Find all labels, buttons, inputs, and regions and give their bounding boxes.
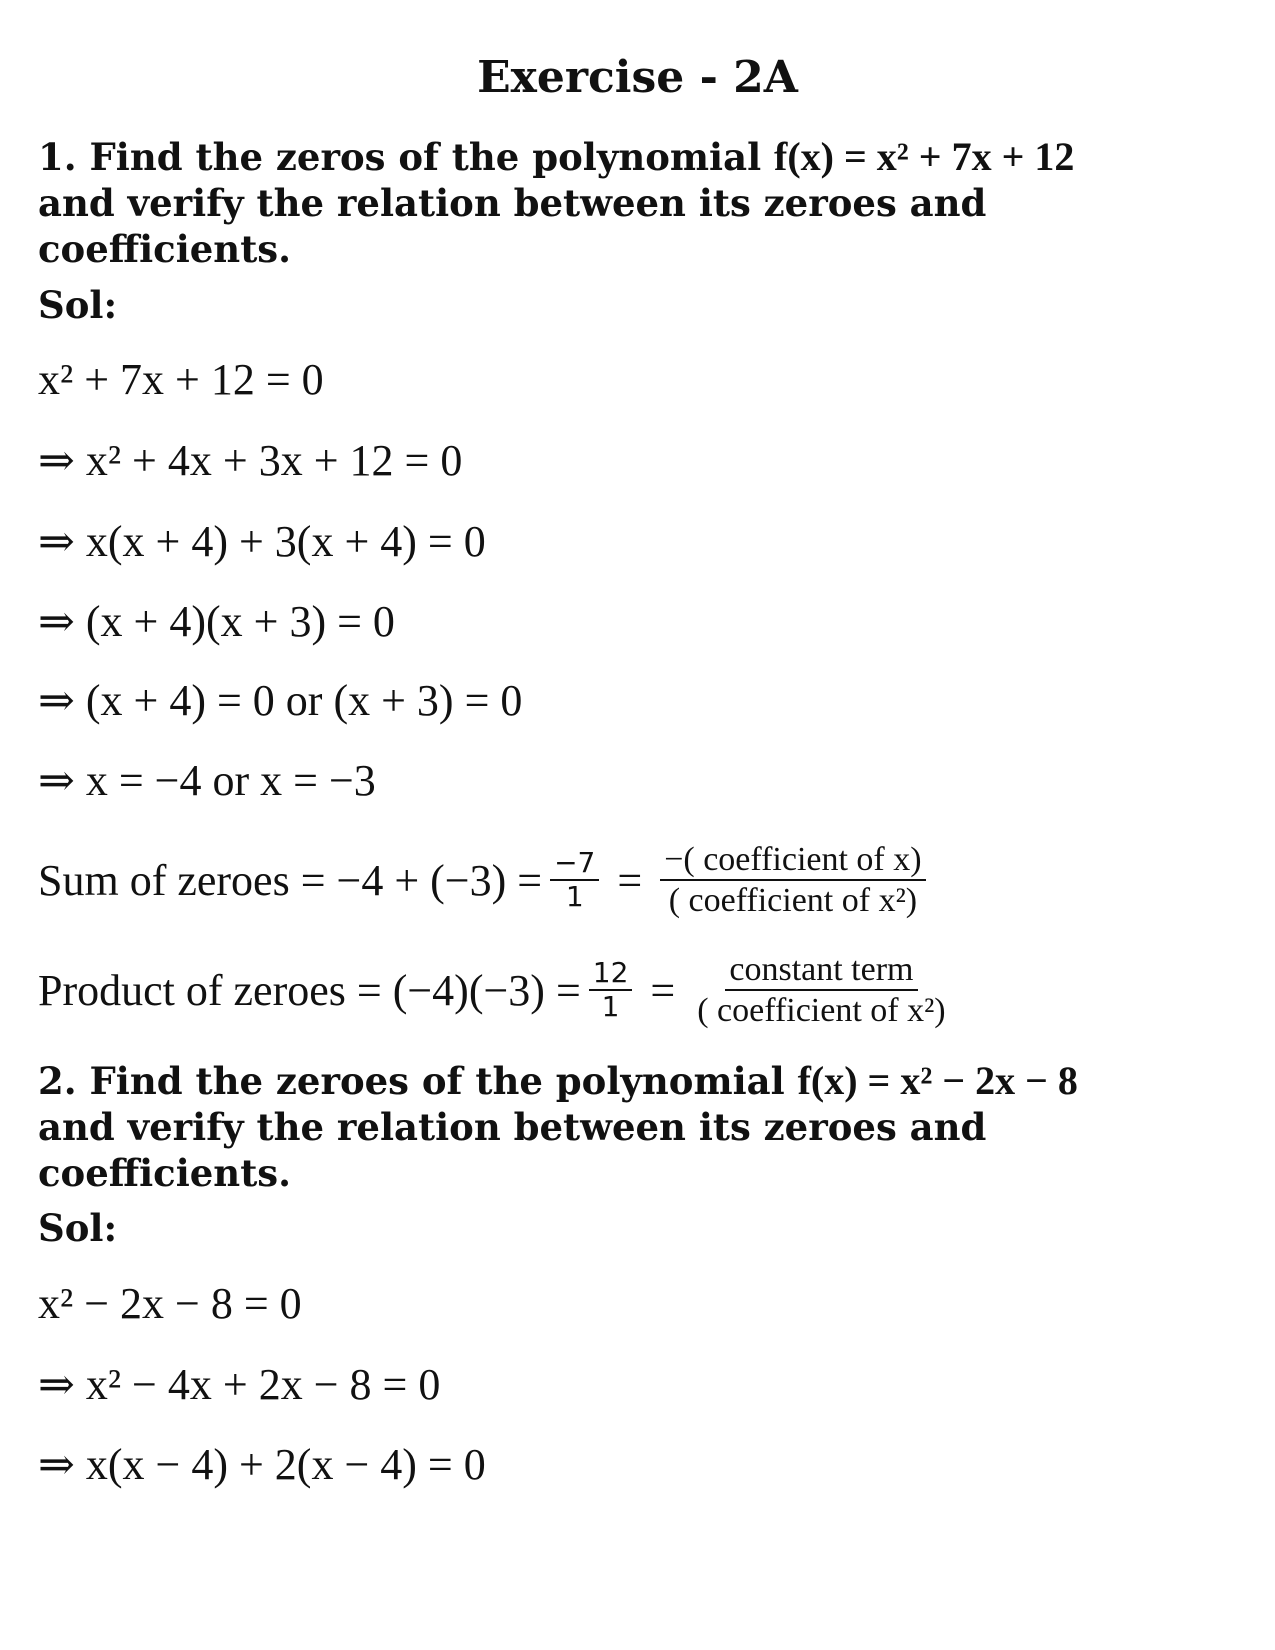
page-title: Exercise - 2A	[477, 52, 798, 103]
solution-2-label: Sol:	[38, 1206, 118, 1250]
product-of-zeroes-label: Product of zeroes = (−4)(−3) =	[38, 965, 581, 1015]
sum-fraction	[550, 847, 599, 913]
product-fraction-denominator: 1	[601, 990, 620, 1023]
solution-1-step-3: ⇒ x(x + 4) + 3(x + 4) = 0	[38, 517, 486, 566]
product-coefficient-denominator: ( coefficient of x²)	[697, 992, 946, 1029]
sum-fraction-denominator: 1	[565, 880, 584, 913]
solution-2-step-2: ⇒ x² − 4x + 2x − 8 = 0	[38, 1360, 441, 1409]
sum-coefficient-denominator: ( coefficient of x²)	[668, 882, 918, 919]
sum-fraction-numerator: −7	[550, 847, 599, 881]
question-2	[38, 1058, 1238, 1196]
product-coefficient-fraction	[693, 950, 949, 1030]
sum-of-zeroes-relation	[38, 830, 934, 930]
question-2-text: 2. Find the zeroes of the polynomial	[38, 1059, 798, 1103]
question-1-polynomial: f(x) = x² + 7x + 12	[774, 134, 1075, 179]
question-2-rest: and verify the relation between its zeroes and coefficients.	[38, 1105, 987, 1195]
solution-1-step-6: ⇒ x = −4 or x = −3	[38, 756, 376, 805]
product-fraction-numerator: 12	[589, 957, 633, 991]
question-2-line-1	[38, 1058, 1238, 1104]
sum-coefficient-fraction	[660, 840, 925, 920]
solution-2-step-3: ⇒ x(x − 4) + 2(x − 4) = 0	[38, 1440, 486, 1489]
product-of-zeroes-relation	[38, 940, 958, 1040]
sum-equals-sign: =	[617, 855, 643, 905]
question-1-text: 1. Find the zeros of the polynomial	[38, 135, 775, 179]
solution-1-step-2: ⇒ x² + 4x + 3x + 12 = 0	[38, 436, 463, 485]
product-equals-sign: =	[650, 965, 676, 1015]
question-1-line-1	[38, 134, 1238, 180]
sum-of-zeroes-label: Sum of zeroes = −4 + (−3) =	[38, 855, 543, 905]
question-1	[38, 134, 1238, 272]
sum-coefficient-numerator: −( coefficient of x)	[660, 840, 925, 881]
solution-1-step-5: ⇒ (x + 4) = 0 or (x + 3) = 0	[38, 676, 523, 725]
question-2-polynomial: f(x) = x² − 2x − 8	[797, 1058, 1078, 1103]
solution-1-label: Sol:	[38, 283, 118, 327]
question-1-rest: and verify the relation between its zeroes and coefficients.	[38, 181, 987, 271]
solution-1-step-1: x² + 7x + 12 = 0	[38, 355, 324, 404]
solution-2-step-1: x² − 2x − 8 = 0	[38, 1279, 302, 1328]
product-coefficient-numerator: constant term	[725, 950, 917, 991]
solution-1-step-4: ⇒ (x + 4)(x + 3) = 0	[38, 597, 395, 646]
product-fraction	[589, 957, 633, 1023]
